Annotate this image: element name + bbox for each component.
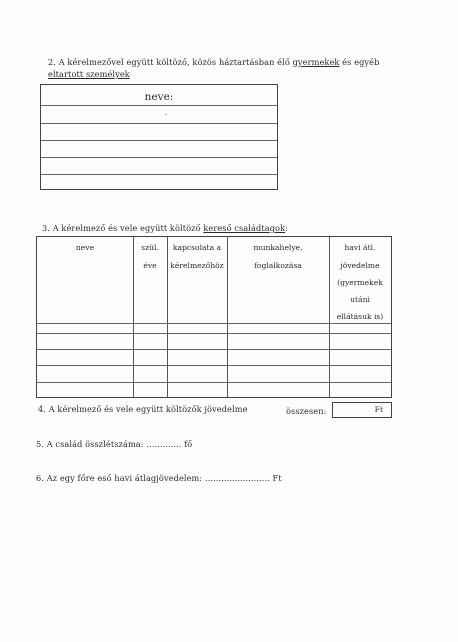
col-header-income-5: ellátásuk is): [336, 312, 384, 321]
table-row-line: [37, 349, 391, 350]
dependents-name-header: neve:: [144, 91, 174, 103]
section-2-title: 2. A kérelmezővel együtt költöző, közös háztartásban élő gyermekek és egyéb: [48, 57, 380, 67]
table-row-line: [41, 140, 277, 141]
table-row-line: [37, 382, 391, 383]
section-4-title: 4. A kérelmező és vele együtt költözők jövedelme: [38, 404, 248, 414]
section-3-title: 3. A kérelmező és vele együtt költöző kereső családtagok:: [42, 223, 288, 233]
earning-members-table: [36, 236, 392, 398]
stray-mark: ·: [165, 111, 168, 119]
col-header-income-2: jövedelme: [340, 261, 380, 270]
table-row-line: [41, 157, 277, 158]
col-header-birth-2: éve: [143, 261, 157, 270]
table-row-line: [41, 105, 277, 106]
col-header-workplace-2: foglalkozása: [254, 261, 302, 270]
col-header-income-3: (gyermekek: [337, 278, 383, 287]
col-header-workplace: munkahelye,: [253, 243, 303, 252]
dependents-table: [40, 84, 278, 190]
total-label: összesen:: [286, 406, 327, 416]
col-header-income-4: utáni: [350, 295, 370, 304]
table-row-line: [37, 323, 391, 324]
section-5-family-size: 5. A család összlétszáma: ............. fő: [36, 439, 193, 449]
section-2-title-line2: eltartott személyek: [48, 69, 130, 79]
col-header-relation-2: kérelmezőhöz: [170, 261, 224, 270]
col-header-income: havi átl.: [344, 243, 376, 252]
col-header-relation: kapcsolata a: [172, 243, 222, 252]
total-income-field[interactable]: Ft: [332, 402, 392, 418]
section-6-avg-income: 6. Az egy főre eső havi átlagjövedelem: ........................ Ft: [36, 473, 282, 483]
col-header-name: neve: [75, 243, 95, 252]
col-header-birth: szül.: [141, 243, 159, 252]
table-row-line: [41, 123, 277, 124]
table-row-line: [41, 174, 277, 175]
table-row-line: [37, 333, 391, 334]
table-row-line: [37, 365, 391, 366]
